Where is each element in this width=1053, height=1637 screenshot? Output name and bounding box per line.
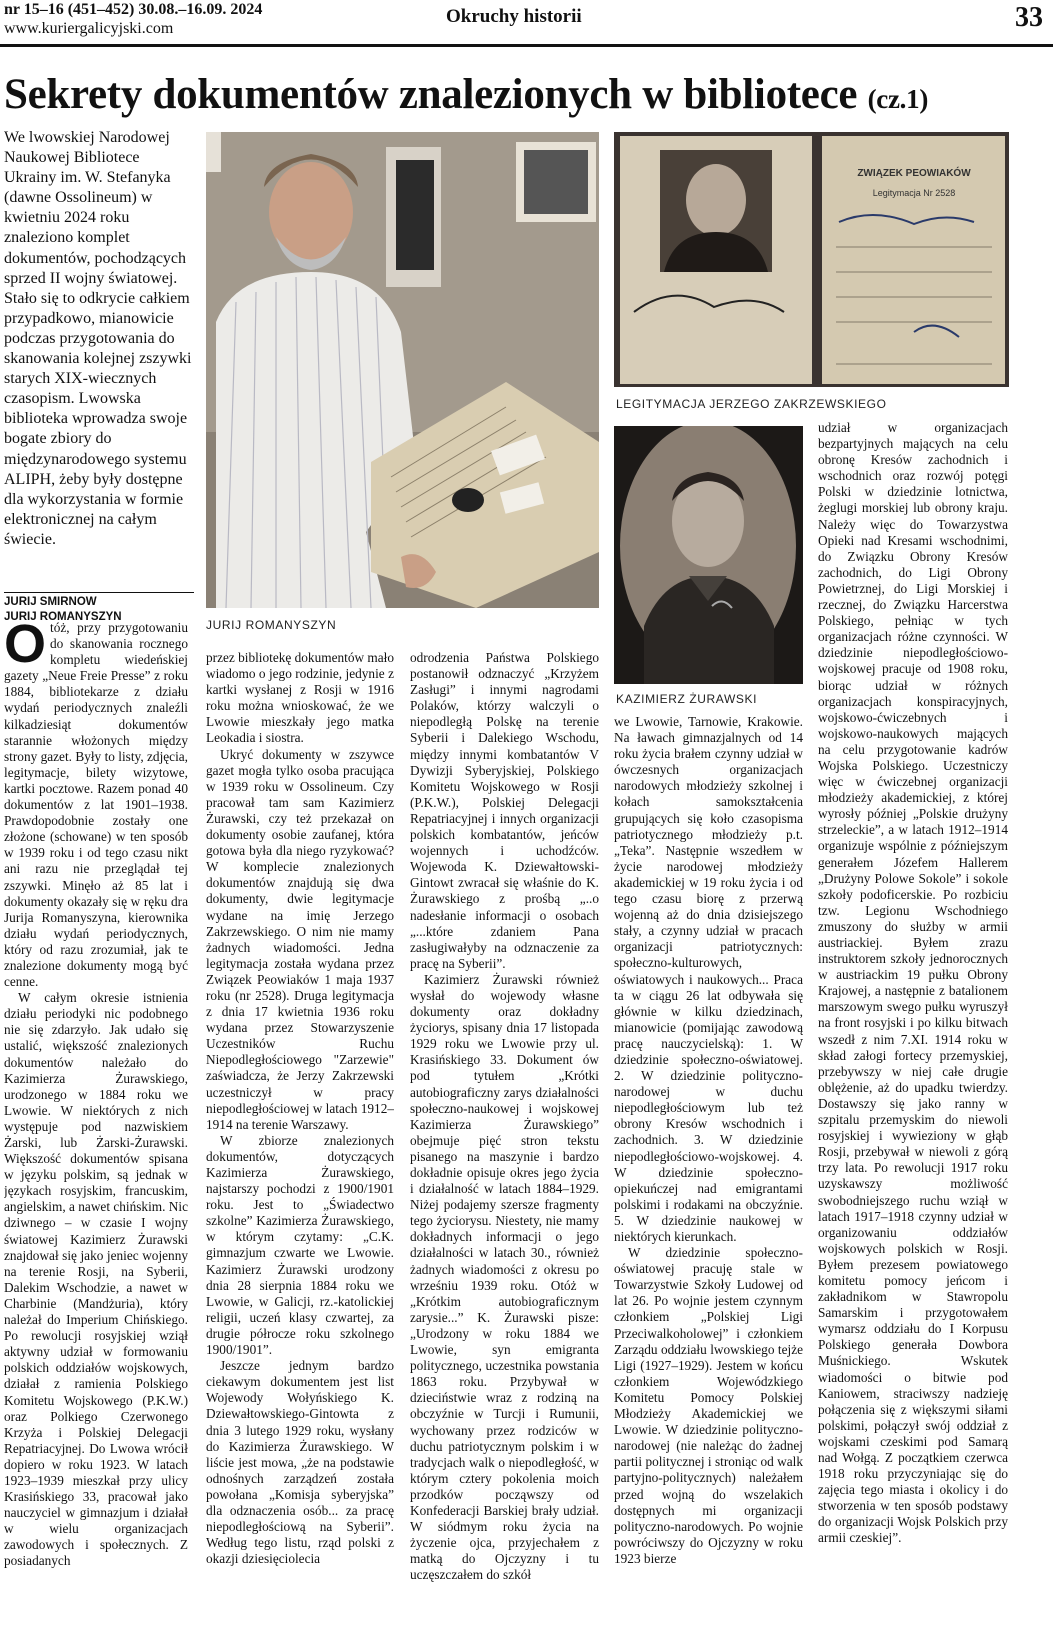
main-photo-illustration [206, 132, 599, 608]
union-name-text: ZWIĄZEK PEOWIAKÓW [857, 168, 971, 179]
paragraph: W dziedzinie społeczno-oświatowej pracuję stale w Towarzystwie Szkoły Ludowej od lat 26. Po wojnie jestem czynnym członkiem „Polskiej Ligi Przeciwalkoholowej” i członkiem Zarządu oddziału lwowskiego tejże Ligi (1927–1929). Jestem w końcu członkiem Wojewódzkiego Komitetu Pomocy Polskiej Młodzieży Akademickiej we Lwowie. W dziedzinie polityczno-narodowej (nie należąc do żadnej partii politycznej i stroniąc od walk partyjno-politycznych) należałem przed wojną do wszelakich dostępnych mi organizacji polityczno-narodowych. Po wojnie powróciwszy do Ojczyzny w roku 1923 bierze [614, 1245, 803, 1566]
caption-documents-photo: LEGITYMACJA JERZEGO ZAKRZEWSKIEGO [616, 397, 887, 411]
caption-portrait-photo: KAZIMIERZ ŻURAWSKI [616, 692, 758, 706]
issue-info [4, 0, 262, 38]
main-photo [206, 132, 599, 608]
text-column-5 [818, 420, 1008, 1635]
portrait-photo [614, 426, 803, 684]
text-column-1 [4, 620, 188, 1635]
headline-part: (cz.1) [867, 84, 929, 114]
portrait-illustration [614, 426, 803, 684]
paragraph: W zbiorze znalezionych dokumentów, dotyczących Kazimierza Żurawskiego, najstarszy pochodzi z 1900/1901 roku. Jest to „Świadectwo szkolne” Kazimierza Żurawskiego, w którym czytamy: „C.K. gimnazjum czwarte we Lwowie. Kazimierz Żurawski urodzony dnia 28 sierpnia 1884 roku we Lwowie, w Galicji, rz.-katolickiej religii, uczeń klasy czwartej, za drugie półrocze roku szkolnego 1900/1901”. [206, 1132, 394, 1358]
author-2: JURIJ ROMANYSZYN [4, 611, 122, 623]
paragraph: we Lwowie, Tarnowie, Krakowie. Na ławach gimnazjalnych od 14 roku życia brałem czynny udział w ówczesnych organizacjach narodowych młodzieży szkolnej i kołach samokształcenia grupujących się koło czasopisma patriotycznego młodzieży p.t. „Teka”. Następnie wszedłem w życie narodowej młodzieży akademickiej w 19 roku życia i od tego czasu biorę z przerwą wojenną aż do dnia dzisiejszego stały, a czynny udział w pracach organizacji patriotycznych: społeczno-kulturowych, oświatowych i naukowych... Praca ta w ciągu 26 lat odbywała się głównie w kilku dziedzinach, mianowicie (pomijając zawodową pracę nauczycielską): 1. W dziedzinie społeczno-oświatowej. 2. W dziedzinie polityczno-narodowej w duchu niepodległościowym lub też obrony Kresów wschodnich i zachodnich. 3. W dziedzinie niepodległościowo-wojskowej. 4. W dziedzinie społeczno-opiekuńczej nad emigrantami polskimi i rodakami na obczyźnie. 5. W dziedzinie naukowej w niektórych kierunkach. [614, 714, 803, 1244]
text-column-3 [410, 650, 599, 1635]
paragraph: przez bibliotekę dokumentów mało wiadomo o jego rodzinie, jedynie z kartki wysłanej z Rosji w 1916 roku można wnioskować, że we Lwowie mieszkały jego matka Leokadia i siostra. [206, 650, 394, 746]
headline-text: Sekrety dokumentów znalezionych w bibliotece [4, 71, 858, 118]
paragraph: udział w organizacjach bezpartyjnych mających na celu obronę Kresów zachodnich i wschodnich oraz rozwój potęgi Polski w dziedzinie lotnictwa, żeglugi morskiej lub obrony kraju. Należy więc do Towarzystwa Opieki nad Kresami wschodnimi, do Związku Obrony Kresów zachodnich, do Ligi Obrony Powietrznej, do Ligi Morskiej i rzecznej, do Związku Harcerstwa Polskiego, pełniąc w tych organizacjach różne czynności. W dziedzinie niepodległościowo-wojskowej pracuje od 1908 roku, biorąc udział w różnych organizacjach konspiracyjnych, wojskowo-ćwiczebnych i wojskowo-naukowych mających na celu przygotowanie kadrów Wojska Polskiego. Uczestniczy więc w ćwiczebnej organizacji młodzieży akademickiej, z której wyrosły później „Polskie drużyny strzeleckie”, a w latach 1912–1914 organizuje wspólnie z późniejszym generałem Józefem Hallerem „Drużyny Polowe Sokole” i sokole szkoły podoficerskie. Po rozbiciu tzw. Legionu Wschodniego zmuszony do służby w armii austriackiej. Byłem zrazu instruktorem szkoły jednorocznych w austriackim 19 pułku Obrony Krajowej, a następnie z batalionem marszowym swego pułku wyruszył na front rosyjski i po kilku bitwach wszedł z nim 7.XI. 1914 roku w skład załogi fortecy przemyskiej, przebywszy w niej całe drugie oblężenie, aż do upadku twierdzy. Dostawszy się jako ranny w szpitalu przemyskim do niewoli rosyjskiej i wywieziony w głąb Rosji, przebywał w niewoli z górą trzy lata. Po rewolucji 1917 roku uzyskawszy możliwość swobodniejszego ruchu wziął w latach 1917–1918 czynny udział w organizowaniu oddziałów wojskowych polskich w Rosji. Byłem prezesem powiatowego komitetu pomocy jeńcom i zakładnikom w Stawropolu Samarskim i przygotowałem wymarsz oddziału do I Korpusu Polskiego generała Dowbora Muśnickiego. Wskutek wiadomości o bitwie pod Kaniowem, straciwszy nadzieję połączenia się z większymi siłami polskimi, połączył swój oddział z wojskami czeskimi pod Samarą nad Wołgą. Z początkiem czerwca 1918 roku przyczyniając się do zajęcia tego miasta i okolicy i do stworzenia w ten sposób podstawy do organizacji Wojsk Polskich przy armii czeskiej”. [818, 420, 1008, 1546]
paragraph: Ukryć dokumenty w zszywce gazet mogła tylko osoba pracująca w 1939 roku w Ossolineum. Czy pracował tam sam Kazimierz Żurawski, czy też przekazał on dokumenty osobie zaufanej, która gotowa była dla niego ryzykować? W komplecie znalezionych dokumentów znajdują się dwa dokumenty, dwie legitymacje wydane na imię Jerzego Zakrzewskiego. O nim nie mamy żadnych wiadomości. Jedna legitymacja została wydana przez Związek Peowiaków 1 maja 1937 roku (nr 2528). Druga legitymacja z dnia 17 kwietnia 1936 roku wydana przez Stowarzyszenie Uczestników Ruchu Niepodległościowego "Zarzewie" zaświadcza, że Jerzy Zakrzewski uczestniczył w pracy niepodległościowej w latach 1912–1914 na terenie Warszawy. [206, 746, 394, 1132]
paragraph: odrodzenia Państwa Polskiego postanowił odznaczyć „Krzyżem Zasługi” i innymi nagrodami Polaków, którzy walczyli o niepodległą Polskę na terenie Syberii i Dalekiego Wschodu, między innymi kombatantów V Dywizji Syberyjskiej, Polskiego Komitetu Wojskowego w Rosji (P.K.W.), Polskiej Delegacji Repatriacyjnej i innych organizacji polskich kombatantów, jeńców wojennych i uchodźców. Wojewoda K. Dziewałtowski-Gintowt zwracał się właśnie do K. Żurawskiego z prośbą „..o nadesłanie informacji o osobach „...które zdaniem Pana zasługiwałyby na odznaczenie za pracę na Syberii”. [410, 650, 599, 971]
text-column-2 [206, 650, 394, 1635]
page-number: 33 [1015, 2, 1043, 33]
drop-cap: O [4, 620, 47, 674]
documents-illustration [614, 132, 1009, 387]
website-link[interactable]: www.kuriergalicyjski.com [4, 20, 174, 37]
article-lead: We lwowskiej Narodowej Naukowej Bibliotece Ukrainy im. W. Stefanyka (dawne Ossolineum) w kwietniu 2024 roku znaleziono komplet dokumentów, pochodzących sprzed II wojny światowej. Stało się to odkrycie całkiem przypadkowo, mianowicie podczas przygotowania do skanowania kolejnej zszywki starych XIX-wiecznych czasopism. Lwowska biblioteka wprowadza swoje bogate zbiory do międzynarodowego systemu ALIPH, żeby były dostępne dla wykorzystania w formie elektronicznej na całym świecie. [4, 129, 192, 548]
section-title: Okruchy historii [446, 6, 582, 27]
paragraph: Jeszcze jednym bardzo ciekawym dokumentem jest list Wojewody Wołyńskiego K. Dziewałtowskiego-Gintowta z dnia 3 lutego 1929 roku, wysłany do Kazimierza Żurawskiego. W liście jest mowa, „że na podstawie odnośnych zarządzeń została powołana „Komisja syberyjska” dla odznaczenia osób... za pracę niepodległościową na Syberii”. Według tego listu, rząd polski z okazji dziesięciolecia [206, 1358, 394, 1567]
paragraph: Kazimierz Żurawski również wysłał do wojewody własne dokumenty oraz dokładny życiorys, spisany dnia 17 listopada 1929 roku we Lwowie przy ul. Krasińskiego 33. Dokument ów pod tytułem „Krótki autobiograficzny zarys działalności społeczno-naukowej i wojskowej Kazimierza Żurawskiego” obejmuje pięć stron tekstu pisanego na maszynie i bardzo dokładnie opisuje okres jego życia i działalność w latach 1884–1929. Niżej podajemy szersze fragmenty tego życiorysu. Niestety, nie mamy dokładnych informacji o jego działalności w latach 30., również żadnych wiadomości z okresu po wrześniu 1939 roku. Otóż w „Krótkim autobiograficznym zarysie...” K. Żurawski pisze: „Urodzony w roku 1884 we Lwowie, syn emigranta politycznego, uczestnika powstania 1863 roku. Przybywał w dzieciństwie wraz z rodziną na obczyźnie w Turcji i Rumunii, wychowany przez rodziców w duchu patriotycznym polskim i w tradycjach walk o niepodległość, w którym cztery pokolenia moich przodków począwszy od Konfederacji Barskiej brały udział. W siódmym roku życia na życzenie ojca, przyjechałem z matką do Ojczyzny i tu uczęszczałem do szkół [410, 971, 599, 1583]
text-column-4 [614, 714, 803, 1635]
paragraph [4, 620, 188, 990]
issue-number: nr 15–16 (451–452) 30.08.–16.09. 2024 [4, 1, 263, 18]
paragraph-text: tóż, przy przygotowaniu do skanowania rocznego kompletu wiedeńskiej gazety „Neue Freie Presse” z roku 1884, bibliotekarze z działu wydań periodycznych znaleźli kilkadziesiąt dokumentów starannie włożonych między strony gazet. Były to listy, zdjęcia, legitymacje, bilety wizytowe, kartki pocztowe. Razem ponad 40 dokumentów z lat 1901–1938. Prawdopodobnie zostały one złożone (schowane) w ten sposób w 1939 roku i od tego czasu nikt ani razu nie przeglądał tej zszywki. Minęło aż 85 lat i dokumenty okazały się w ręku dra Jurija Romanyszyna, kierownika działu wydań periodycznych, który od razu zrozumiał, jak te znalezione dokumenty mogą być cenne. [4, 620, 188, 990]
paragraph: W całym okresie istnienia działu periodyki nic podobnego nie się zdarzyło. Jak udało się ustalić, większość znalezionych dokumentów należało do Kazimierza Żurawskiego, urodzonego w 1884 roku we Lwowie. W niektórych z nich występuje pod nazwiskiem Żarski, lub Żarski-Żurawski. Większość dokumentów spisana w języku polskim, są jednak w językach rosyjskim, francuskim, angielskim, a nawet chińskim. Nic dziwnego – w czasie I wojny światowej Kazimierz Żurawski znajdował się jako jeniec wojenny na terenie Rosji, na Syberii, Dalekim Wschodzie, a nawet w Charbinie (Mandżuria), który należał do Imperium Chińskiego. Po rewolucji rosyjskiej wziął aktywny udział w formowaniu polskich oddziałów wojskowych, działał z ramienia Polskiego Komitetu Wojskowego (P.K.W.) oraz Polkiego Czerwonego Krzyża i Polskiej Delegacji Repatriacyjnej. Do Lwowa wrócił dopiero w roku 1923. W latach 1923–1939 mieszkał przy ulicy Krasińskiego 33, pracował jako nauczyciel w gimnazjum i działał w wielu organizacjach zawodowych i społecznych. Z posiadanych [4, 990, 188, 1569]
header-divider [0, 44, 1053, 47]
legitymacja-number-text: Legitymacja Nr 2528 [872, 188, 956, 198]
author-1: JURIJ SMIRNOW [4, 596, 97, 608]
documents-photo [614, 132, 1009, 387]
caption-main-photo: JURIJ ROMANYSZYN [206, 618, 337, 632]
article-headline [4, 70, 928, 119]
